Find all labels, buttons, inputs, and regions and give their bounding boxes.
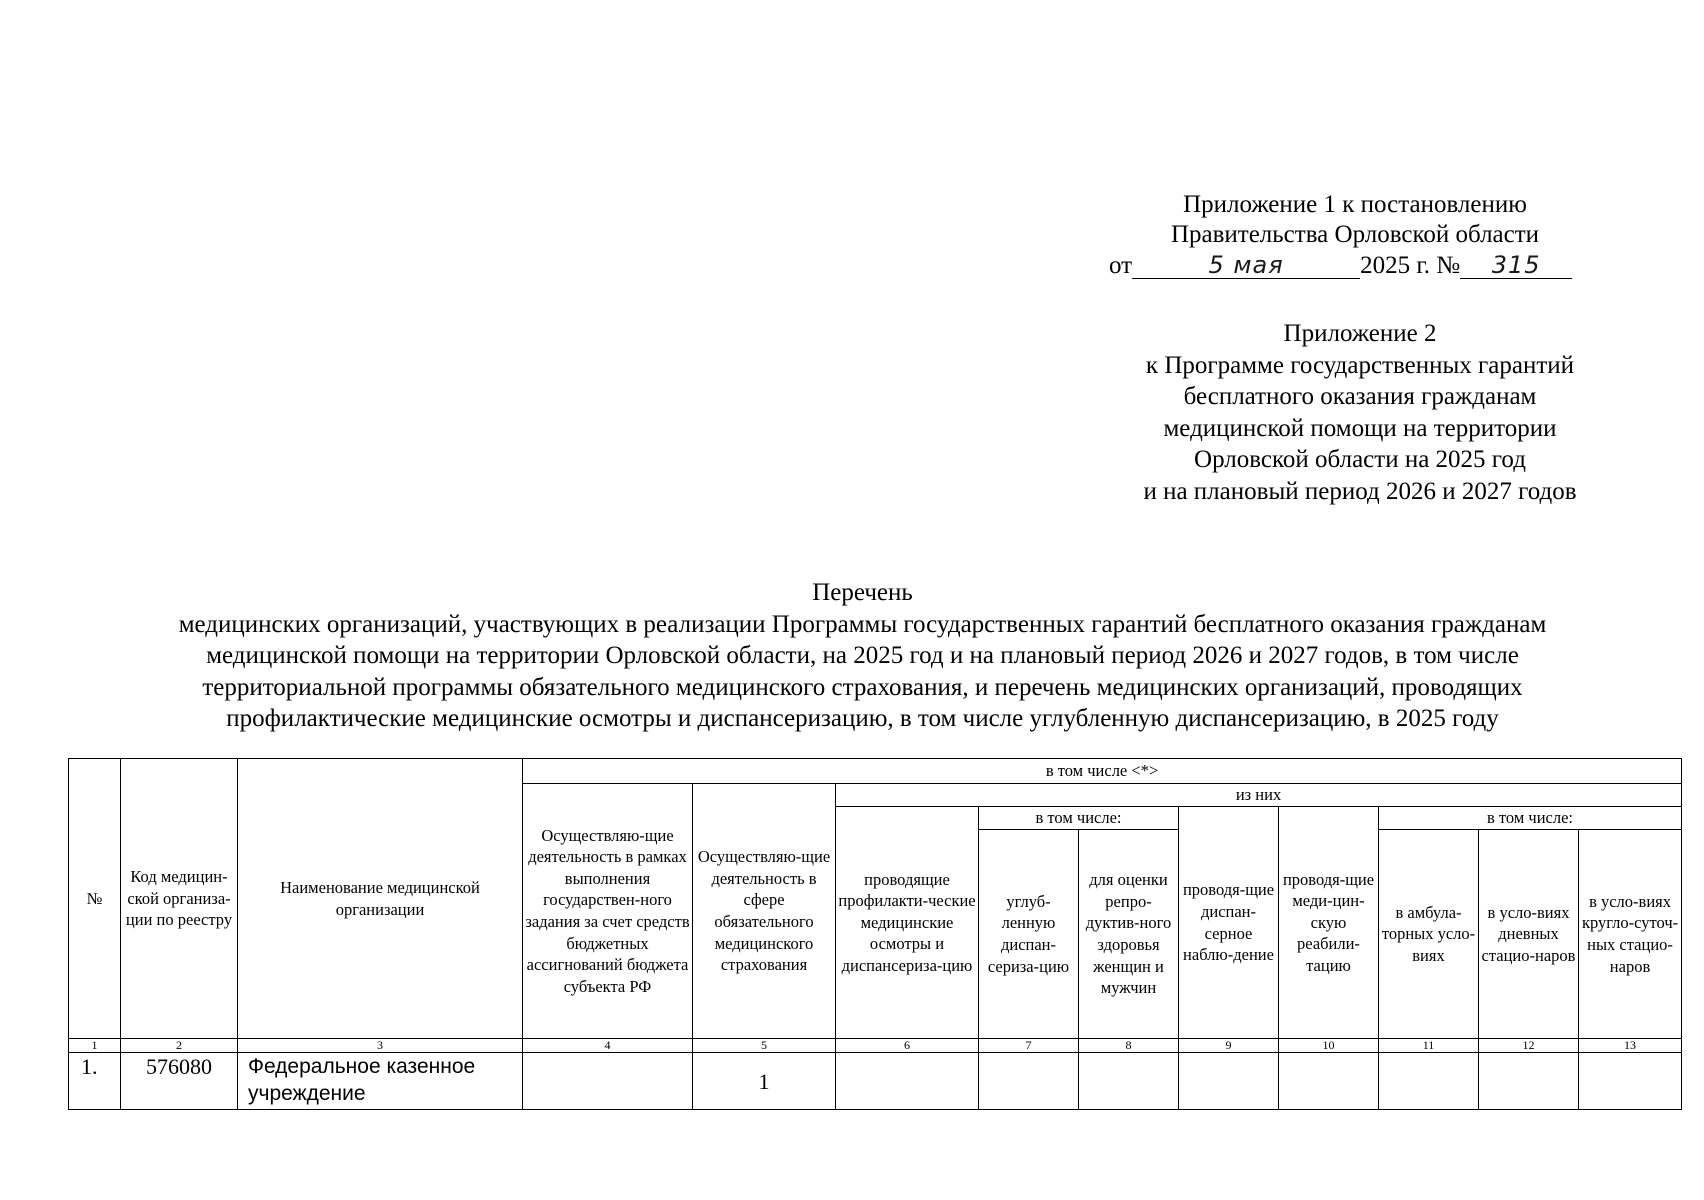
column-number: 7	[979, 1039, 1079, 1053]
header-col11: в амбула-торных усло-виях	[1379, 830, 1479, 1039]
document-heading	[70, 577, 1655, 735]
heading-line4: профилактические медицинские осмотры и диспансеризацию, в том числе углубленную диспансеризацию, в 2025 году	[226, 705, 1499, 732]
header-col5: Осуществляю-щие деятельность в сфере обязательного медицинского страхования	[693, 784, 836, 1039]
column-number: 11	[1379, 1039, 1479, 1053]
handwritten-number: 315	[1460, 250, 1572, 279]
row-number: 1.	[69, 1053, 121, 1110]
header-code: Код медицин-ской организа-ции по реестру	[121, 759, 238, 1039]
appendix-2-line4: медицинской помощи на территории	[1163, 414, 1557, 442]
row-cell-c10	[1279, 1053, 1379, 1110]
organizations-table	[68, 758, 1682, 1110]
row-org-name: Федеральное казенное учреждение	[238, 1053, 523, 1110]
column-number: 8	[1079, 1039, 1179, 1053]
heading-line1: медицинских организаций, участвующих в реализации Программы государственных гарантий бесплатного оказания гражданам	[178, 610, 1547, 638]
row-cell-c5: 1	[693, 1053, 836, 1110]
row-cell-c9	[1179, 1053, 1279, 1110]
appendix-2-line3: бесплатного оказания гражданам	[1183, 383, 1537, 410]
appendix-1-line1: Приложение 1 к постановлению	[1183, 191, 1527, 218]
header-col12: в усло-виях дневных стацио-наров	[1479, 830, 1579, 1039]
row-code: 576080	[121, 1053, 238, 1110]
heading-line2: медицинской помощи на территории Орловской области, на 2025 год и на плановый период 2026 и 2027 годов, в том числе	[206, 642, 1519, 669]
appendix-2-line5: Орловской области на 2025 год	[1194, 446, 1526, 473]
header-col7: углуб-ленную диспан-сериза-цию	[979, 830, 1079, 1039]
row-cell-c8	[1079, 1053, 1179, 1110]
row-cell-c11	[1379, 1053, 1479, 1110]
header-of-them: из них	[836, 784, 1682, 807]
header-name: Наименование медицинской организации	[238, 759, 523, 1039]
heading-title: Перечень	[812, 579, 913, 606]
header-including: в том числе <*>	[523, 759, 1682, 784]
appendix-2-line6: и на плановый период 2026 и 2027 годов	[1143, 477, 1577, 505]
column-number: 6	[836, 1039, 979, 1053]
column-number: 1	[69, 1039, 121, 1053]
header-col4: Осуществляю-щие деятельность в рамках выполнения государствен-ного задания за счет средств бюджетных ассигнований бюджета субъекта РФ	[523, 784, 693, 1039]
handwritten-date: 5 мая	[1132, 250, 1360, 279]
appendix-2-block	[1115, 318, 1605, 507]
appendix-1-block	[1109, 190, 1595, 281]
column-number: 3	[238, 1039, 523, 1053]
row-cell-c12	[1479, 1053, 1579, 1110]
header-col6: проводящие профилакти-ческие медицинские осмотры и диспансериза-цию	[836, 807, 979, 1039]
column-number: 2	[121, 1039, 238, 1053]
row-cell-c13	[1579, 1053, 1682, 1110]
year-suffix: 2025 г. №	[1360, 252, 1461, 279]
header-including-b: в том числе:	[1379, 807, 1682, 830]
column-number: 5	[693, 1039, 836, 1053]
row-cell-c7	[979, 1053, 1079, 1110]
from-prefix: от	[1109, 252, 1133, 279]
header-col8: для оценки репро-дуктив-ного здоровья женщин и мужчин	[1079, 830, 1179, 1039]
table-row	[69, 1053, 1682, 1110]
heading-line3: территориальной программы обязательного медицинского страхования, и перечень медицинских организаций, проводящих	[202, 673, 1523, 701]
column-number: 9	[1179, 1039, 1279, 1053]
column-number-row	[69, 1039, 1682, 1053]
header-num: №	[69, 759, 121, 1039]
header-col9: проводя-щие диспан-серное наблю-дение	[1179, 807, 1279, 1039]
appendix-2-line2: к Программе государственных гарантий	[1145, 351, 1575, 379]
column-number: 10	[1279, 1039, 1379, 1053]
row-cell-c4	[523, 1053, 693, 1110]
appendix-1-line2: Правительства Орловской области	[1170, 221, 1540, 248]
appendix-2-line1: Приложение 2	[1283, 320, 1437, 347]
header-including-a: в том числе:	[979, 807, 1179, 830]
row-cell-c6	[836, 1053, 979, 1110]
column-number: 4	[523, 1039, 693, 1053]
column-number: 12	[1479, 1039, 1579, 1053]
header-col13: в усло-виях кругло-суточ-ных стацио-наров	[1579, 830, 1682, 1039]
header-col10: проводя-щие меди-цин-скую реабили-тацию	[1279, 807, 1379, 1039]
column-number: 13	[1579, 1039, 1682, 1053]
appendix-1-date-line	[1109, 250, 1595, 281]
